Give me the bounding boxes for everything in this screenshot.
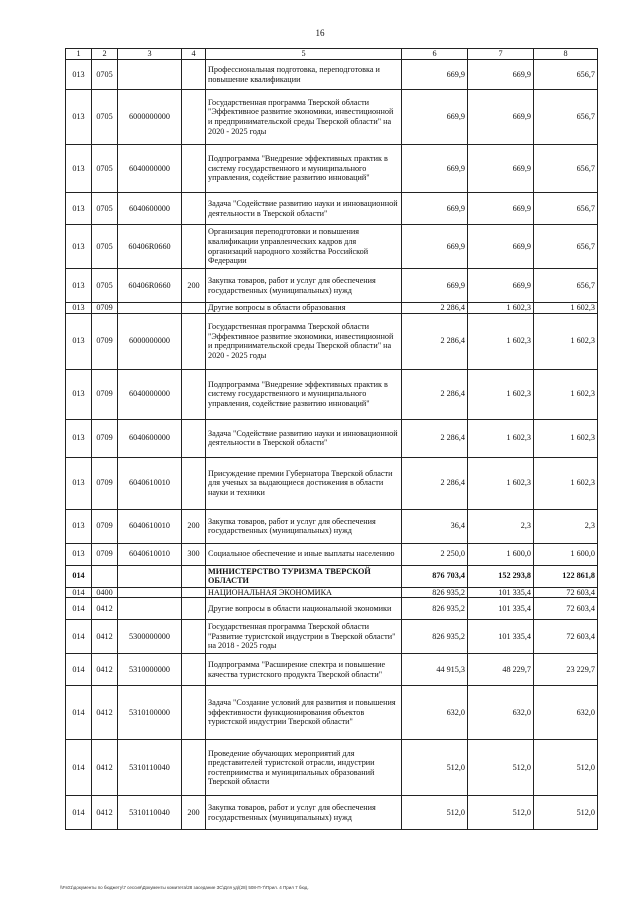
cell-description: Закупка товаров, работ и услуг для обеспечения государственных (муниципальных) нужд bbox=[206, 796, 402, 830]
cell-amount-col6: 512,0 bbox=[402, 740, 468, 796]
cell-section-code: 0709 bbox=[92, 509, 118, 543]
table-row bbox=[66, 598, 598, 620]
table-row bbox=[66, 740, 598, 796]
cell-section-code: 0412 bbox=[92, 598, 118, 620]
cell-target-code: 6040610010 bbox=[118, 509, 182, 543]
cell-amount-col8: 1 600,0 bbox=[534, 543, 598, 565]
cell-amount-col7: 669,9 bbox=[468, 145, 534, 193]
cell-amount-col6: 876 703,4 bbox=[402, 565, 468, 587]
cell-amount-col7: 1 602,3 bbox=[468, 313, 534, 369]
cell-amount-col7: 1 602,3 bbox=[468, 303, 534, 314]
cell-expense-type bbox=[182, 654, 206, 686]
cell-description: Другие вопросы в области национальной экономики bbox=[206, 598, 402, 620]
cell-section-code: 0400 bbox=[92, 587, 118, 598]
table-row bbox=[66, 509, 598, 543]
table-row bbox=[66, 419, 598, 457]
cell-admin-code: 014 bbox=[66, 587, 92, 598]
cell-amount-col8: 1 602,3 bbox=[534, 303, 598, 314]
cell-description: Подпрограмма "Внедрение эффективных практик в систему государственного и муниципального управления, содействие развитию инноваций" bbox=[206, 369, 402, 419]
cell-amount-col6: 669,9 bbox=[402, 193, 468, 225]
cell-description: Закупка товаров, работ и услуг для обеспечения государственных (муниципальных) нужд bbox=[206, 509, 402, 543]
cell-amount-col6: 2 286,4 bbox=[402, 303, 468, 314]
cell-description: Социальное обеспечение и иные выплаты населению bbox=[206, 543, 402, 565]
cell-section-code: 0705 bbox=[92, 193, 118, 225]
cell-target-code: 5310100000 bbox=[118, 686, 182, 740]
cell-admin-code: 013 bbox=[66, 313, 92, 369]
cell-expense-type bbox=[182, 565, 206, 587]
cell-amount-col8: 122 861,8 bbox=[534, 565, 598, 587]
cell-expense-type bbox=[182, 419, 206, 457]
table-row bbox=[66, 145, 598, 193]
cell-description: Государственная программа Тверской области "Эффективное развитие экономики, инвестиционной и предпринимательской среды Тверской области" на 2020 - 2025 годы bbox=[206, 313, 402, 369]
table-row bbox=[66, 313, 598, 369]
cell-admin-code: 014 bbox=[66, 598, 92, 620]
cell-admin-code: 013 bbox=[66, 90, 92, 145]
file-path-footer: \\Fs01\документы по бюджету\7 сессия\Документы комитета\28 заседание ЗС\Для уд\(28) 508-П-7\Прил. 4 Прил 7 бюд. bbox=[60, 885, 309, 890]
cell-target-code: 6040600000 bbox=[118, 419, 182, 457]
cell-expense-type bbox=[182, 598, 206, 620]
cell-admin-code: 013 bbox=[66, 457, 92, 509]
cell-description: Проведение обучающих мероприятий для представителей туристской отрасли, индустрии гостеприимства и муниципальных образований Тверской области bbox=[206, 740, 402, 796]
cell-target-code: 60406R0660 bbox=[118, 225, 182, 269]
cell-description: Организация переподготовки и повышения квалификации управленческих кадров для организаций народного хозяйства Российской Федерации bbox=[206, 225, 402, 269]
cell-admin-code: 013 bbox=[66, 145, 92, 193]
page-number: 16 bbox=[315, 28, 325, 38]
cell-amount-col8: 656,7 bbox=[534, 269, 598, 303]
cell-description: Задача "Содействие развитию науки и инновационной деятельности в Тверской области" bbox=[206, 193, 402, 225]
cell-amount-col6: 512,0 bbox=[402, 796, 468, 830]
cell-target-code bbox=[118, 60, 182, 90]
cell-amount-col8: 656,7 bbox=[534, 60, 598, 90]
cell-amount-col7: 669,9 bbox=[468, 193, 534, 225]
cell-admin-code: 013 bbox=[66, 369, 92, 419]
col-header: 8 bbox=[534, 49, 598, 60]
cell-admin-code: 013 bbox=[66, 225, 92, 269]
cell-section-code: 0709 bbox=[92, 303, 118, 314]
cell-amount-col6: 2 250,0 bbox=[402, 543, 468, 565]
cell-admin-code: 014 bbox=[66, 620, 92, 654]
table-row bbox=[66, 90, 598, 145]
cell-expense-type bbox=[182, 90, 206, 145]
cell-expense-type bbox=[182, 587, 206, 598]
cell-section-code: 0705 bbox=[92, 269, 118, 303]
cell-amount-col6: 2 286,4 bbox=[402, 369, 468, 419]
cell-amount-col6: 669,9 bbox=[402, 90, 468, 145]
cell-expense-type bbox=[182, 457, 206, 509]
cell-target-code: 5310110040 bbox=[118, 796, 182, 830]
cell-section-code: 0705 bbox=[92, 225, 118, 269]
cell-target-code: 6040600000 bbox=[118, 193, 182, 225]
col-header: 5 bbox=[206, 49, 402, 60]
cell-amount-col8: 656,7 bbox=[534, 90, 598, 145]
cell-target-code: 6000000000 bbox=[118, 90, 182, 145]
cell-amount-col7: 669,9 bbox=[468, 225, 534, 269]
cell-section-code: 0705 bbox=[92, 90, 118, 145]
table-row bbox=[66, 565, 598, 587]
cell-target-code: 5310000000 bbox=[118, 654, 182, 686]
cell-description: Закупка товаров, работ и услуг для обеспечения государственных (муниципальных) нужд bbox=[206, 269, 402, 303]
cell-amount-col8: 1 602,3 bbox=[534, 457, 598, 509]
cell-expense-type bbox=[182, 145, 206, 193]
cell-description: Присуждение премии Губернатора Тверской области для ученых за выдающиеся достижения в области науки и техники bbox=[206, 457, 402, 509]
cell-description: Государственная программа Тверской области "Эффективное развитие экономики, инвестиционной и предпринимательской среды Тверской области" на 2020 - 2025 годы bbox=[206, 90, 402, 145]
cell-target-code: 6040000000 bbox=[118, 145, 182, 193]
cell-amount-col8: 656,7 bbox=[534, 193, 598, 225]
cell-description: НАЦИОНАЛЬНАЯ ЭКОНОМИКА bbox=[206, 587, 402, 598]
cell-expense-type bbox=[182, 225, 206, 269]
cell-amount-col7: 669,9 bbox=[468, 90, 534, 145]
cell-section-code: 0709 bbox=[92, 543, 118, 565]
cell-description: Другие вопросы в области образования bbox=[206, 303, 402, 314]
cell-admin-code: 014 bbox=[66, 796, 92, 830]
cell-amount-col6: 2 286,4 bbox=[402, 457, 468, 509]
col-header: 6 bbox=[402, 49, 468, 60]
cell-amount-col6: 669,9 bbox=[402, 225, 468, 269]
cell-amount-col8: 632,0 bbox=[534, 686, 598, 740]
table-row bbox=[66, 587, 598, 598]
col-header: 2 bbox=[92, 49, 118, 60]
cell-amount-col6: 36,4 bbox=[402, 509, 468, 543]
cell-amount-col6: 669,9 bbox=[402, 145, 468, 193]
cell-section-code: 0709 bbox=[92, 313, 118, 369]
cell-amount-col6: 44 915,3 bbox=[402, 654, 468, 686]
cell-section-code: 0412 bbox=[92, 796, 118, 830]
cell-amount-col6: 669,9 bbox=[402, 60, 468, 90]
cell-section-code bbox=[92, 565, 118, 587]
cell-amount-col7: 632,0 bbox=[468, 686, 534, 740]
cell-target-code: 6040000000 bbox=[118, 369, 182, 419]
cell-amount-col7: 101 335,4 bbox=[468, 598, 534, 620]
cell-target-code: 60406R0660 bbox=[118, 269, 182, 303]
cell-amount-col8: 23 229,7 bbox=[534, 654, 598, 686]
cell-amount-col7: 669,9 bbox=[468, 60, 534, 90]
cell-section-code: 0412 bbox=[92, 654, 118, 686]
cell-amount-col6: 826 935,2 bbox=[402, 587, 468, 598]
cell-amount-col7: 152 293,8 bbox=[468, 565, 534, 587]
cell-section-code: 0412 bbox=[92, 740, 118, 796]
table-row bbox=[66, 620, 598, 654]
cell-amount-col7: 48 229,7 bbox=[468, 654, 534, 686]
cell-amount-col8: 72 603,4 bbox=[534, 587, 598, 598]
cell-section-code: 0709 bbox=[92, 369, 118, 419]
cell-description: МИНИСТЕРСТВО ТУРИЗМА ТВЕРСКОЙ ОБЛАСТИ bbox=[206, 565, 402, 587]
cell-target-code bbox=[118, 303, 182, 314]
cell-amount-col8: 512,0 bbox=[534, 796, 598, 830]
cell-expense-type bbox=[182, 686, 206, 740]
cell-target-code bbox=[118, 565, 182, 587]
cell-admin-code: 014 bbox=[66, 654, 92, 686]
table-row bbox=[66, 369, 598, 419]
cell-section-code: 0412 bbox=[92, 686, 118, 740]
cell-amount-col7: 512,0 bbox=[468, 796, 534, 830]
table-row bbox=[66, 457, 598, 509]
cell-target-code: 6040610010 bbox=[118, 457, 182, 509]
cell-target-code: 5300000000 bbox=[118, 620, 182, 654]
cell-admin-code: 013 bbox=[66, 419, 92, 457]
cell-section-code: 0709 bbox=[92, 457, 118, 509]
cell-expense-type: 200 bbox=[182, 269, 206, 303]
cell-target-code: 6000000000 bbox=[118, 313, 182, 369]
cell-section-code: 0705 bbox=[92, 145, 118, 193]
cell-admin-code: 014 bbox=[66, 740, 92, 796]
table-row bbox=[66, 686, 598, 740]
cell-expense-type: 200 bbox=[182, 509, 206, 543]
cell-amount-col8: 1 602,3 bbox=[534, 419, 598, 457]
table-row bbox=[66, 269, 598, 303]
budget-table bbox=[65, 48, 598, 830]
cell-expense-type bbox=[182, 313, 206, 369]
cell-amount-col7: 2,3 bbox=[468, 509, 534, 543]
cell-admin-code: 013 bbox=[66, 543, 92, 565]
cell-admin-code: 013 bbox=[66, 60, 92, 90]
cell-section-code: 0412 bbox=[92, 620, 118, 654]
cell-expense-type bbox=[182, 303, 206, 314]
cell-amount-col6: 669,9 bbox=[402, 269, 468, 303]
cell-expense-type bbox=[182, 369, 206, 419]
cell-amount-col8: 656,7 bbox=[534, 225, 598, 269]
cell-expense-type bbox=[182, 620, 206, 654]
cell-amount-col6: 826 935,2 bbox=[402, 620, 468, 654]
table-row bbox=[66, 303, 598, 314]
cell-description: Подпрограмма "Внедрение эффективных практик в систему государственного и муниципального управления, содействие развитию инноваций" bbox=[206, 145, 402, 193]
cell-target-code bbox=[118, 587, 182, 598]
cell-amount-col7: 669,9 bbox=[468, 269, 534, 303]
cell-amount-col8: 1 602,3 bbox=[534, 313, 598, 369]
cell-section-code: 0709 bbox=[92, 419, 118, 457]
table-row bbox=[66, 193, 598, 225]
cell-admin-code: 013 bbox=[66, 193, 92, 225]
table-header-row bbox=[66, 49, 598, 60]
cell-amount-col7: 512,0 bbox=[468, 740, 534, 796]
cell-description: Профессиональная подготовка, переподготовка и повышение квалификации bbox=[206, 60, 402, 90]
cell-description: Задача "Содействие развитию науки и инновационной деятельности в Тверской области" bbox=[206, 419, 402, 457]
cell-amount-col7: 101 335,4 bbox=[468, 620, 534, 654]
table-row bbox=[66, 60, 598, 90]
cell-expense-type bbox=[182, 193, 206, 225]
cell-description: Задача "Создание условий для развития и повышения эффективности функционирования объектов туристской индустрии Тверской области" bbox=[206, 686, 402, 740]
cell-amount-col7: 1 602,3 bbox=[468, 457, 534, 509]
cell-admin-code: 013 bbox=[66, 509, 92, 543]
cell-amount-col8: 72 603,4 bbox=[534, 620, 598, 654]
cell-amount-col7: 101 335,4 bbox=[468, 587, 534, 598]
cell-amount-col7: 1 602,3 bbox=[468, 419, 534, 457]
cell-amount-col6: 2 286,4 bbox=[402, 419, 468, 457]
table-row bbox=[66, 654, 598, 686]
cell-description: Подпрограмма "Расширение спектра и повышение качества туристского продукта Тверской области" bbox=[206, 654, 402, 686]
cell-target-code: 6040610010 bbox=[118, 543, 182, 565]
cell-admin-code: 013 bbox=[66, 303, 92, 314]
cell-amount-col7: 1 602,3 bbox=[468, 369, 534, 419]
cell-section-code: 0705 bbox=[92, 60, 118, 90]
cell-amount-col7: 1 600,0 bbox=[468, 543, 534, 565]
cell-amount-col8: 72 603,4 bbox=[534, 598, 598, 620]
cell-amount-col8: 656,7 bbox=[534, 145, 598, 193]
cell-target-code bbox=[118, 598, 182, 620]
table-row bbox=[66, 796, 598, 830]
col-header: 1 bbox=[66, 49, 92, 60]
cell-amount-col6: 2 286,4 bbox=[402, 313, 468, 369]
cell-expense-type: 200 bbox=[182, 796, 206, 830]
table-row bbox=[66, 543, 598, 565]
cell-amount-col8: 512,0 bbox=[534, 740, 598, 796]
cell-amount-col8: 2,3 bbox=[534, 509, 598, 543]
col-header: 4 bbox=[182, 49, 206, 60]
col-header: 7 bbox=[468, 49, 534, 60]
cell-description: Государственная программа Тверской области "Развитие туристской индустрии в Тверской области" на 2018 - 2025 годы bbox=[206, 620, 402, 654]
cell-expense-type: 300 bbox=[182, 543, 206, 565]
cell-amount-col6: 632,0 bbox=[402, 686, 468, 740]
table-row bbox=[66, 225, 598, 269]
cell-amount-col6: 826 935,2 bbox=[402, 598, 468, 620]
cell-target-code: 5310110040 bbox=[118, 740, 182, 796]
cell-expense-type bbox=[182, 60, 206, 90]
cell-expense-type bbox=[182, 740, 206, 796]
cell-amount-col8: 1 602,3 bbox=[534, 369, 598, 419]
cell-admin-code: 014 bbox=[66, 565, 92, 587]
col-header: 3 bbox=[118, 49, 182, 60]
cell-admin-code: 013 bbox=[66, 269, 92, 303]
cell-admin-code: 014 bbox=[66, 686, 92, 740]
